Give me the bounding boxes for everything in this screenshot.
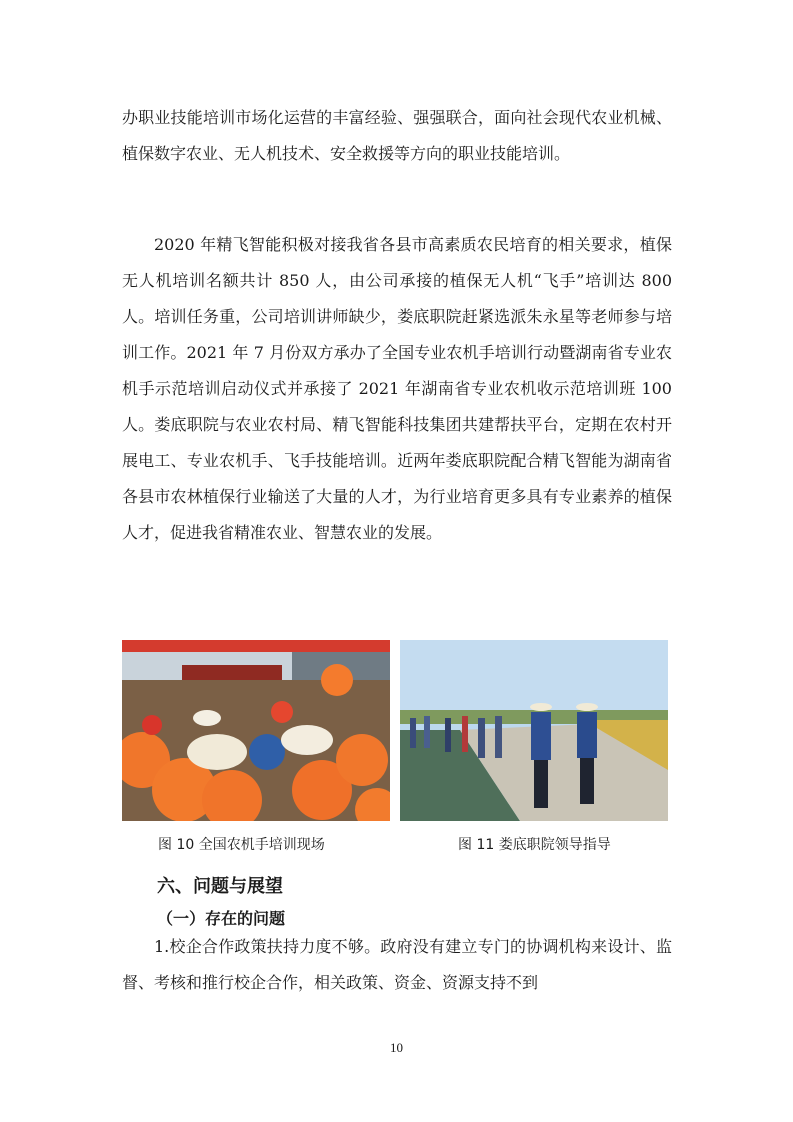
section-heading: 六、问题与展望 bbox=[157, 876, 283, 897]
subsection-heading: （一）存在的问题 bbox=[157, 909, 286, 928]
figure-11-caption: 图 11 娄底职院领导指导 bbox=[458, 837, 611, 853]
figure-10-caption: 图 10 全国农机手培训现场 bbox=[158, 837, 325, 853]
photo-training-site bbox=[122, 640, 390, 821]
page-number: 10 bbox=[390, 1040, 403, 1055]
paragraph-3: 1.校企合作政策扶持力度不够。政府没有建立专门的协调机构来设计、监督、考核和推行校企合作，相关政策、资金、资源支持不到 bbox=[122, 937, 672, 992]
paragraph-1: 办职业技能培训市场化运营的丰富经验、强强联合，面向社会现代农业机械、植保数字农业、无人机技术、安全救援等方向的职业技能培训。 bbox=[122, 108, 672, 163]
photo-leaders-guidance bbox=[400, 640, 668, 821]
paragraph-2: 2020 年精飞智能积极对接我省各县市高素质农民培育的相关要求，植保无人机培训名额共计 850 人，由公司承接的植保无人机“飞手”培训达 800 人。培训任务重，公司培训讲师缺少，娄底职院赶紧选派朱永星等老师参与培训工作。2021 年 7 月份双方承办了全国专业农机手培训行动暨湖南省专业农机手示范培训启动仪式并承接了 2021 年湖南省专业农机收示范培训班 100 人。娄底职院与农业农村局、精飞智能科技集团共建帮扶平台，定期在农村开展电工、专业农机手、飞手技能培训。近两年娄底职院配合精飞智能为湖南省各县市农林植保行业输送了大量的人才，为行业培育更多具有专业素养的植保人才，促进我省精准农业、智慧农业的发展。 bbox=[122, 235, 672, 542]
